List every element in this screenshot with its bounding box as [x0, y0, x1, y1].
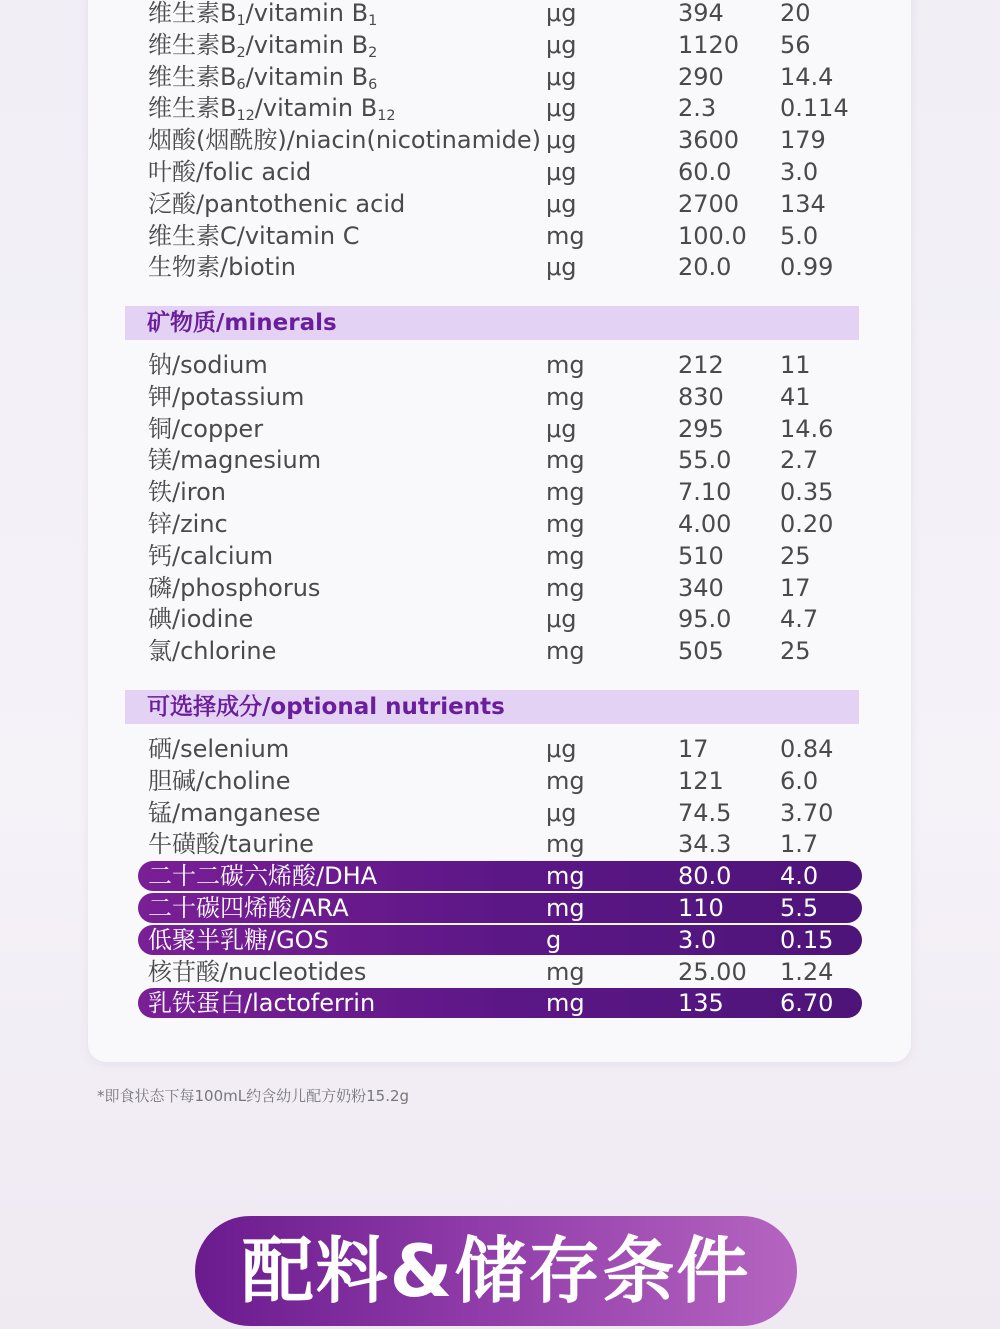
- nutrient-per-100kj: 6.70: [780, 989, 834, 1018]
- nutrient-per-100kj: 2.7: [780, 446, 819, 475]
- highlighted-nutrient-row: [138, 988, 862, 1018]
- nutrient-unit: mg: [546, 830, 585, 859]
- nutrient-name: 维生素C/vitamin C: [148, 221, 360, 250]
- nutrient-subscript: 2: [368, 44, 378, 61]
- nutrient-name: 磷/phosphorus: [148, 573, 321, 602]
- nutrient-row: [138, 734, 862, 764]
- highlighted-nutrient-row: [138, 861, 862, 891]
- nutrient-per-100kj: 5.5: [780, 894, 819, 922]
- nutrient-amount: 212: [678, 351, 724, 379]
- nutrient-row: [138, 604, 862, 634]
- nutrient-name-part: 维生素B: [148, 0, 237, 27]
- nutrient-unit: mg: [546, 351, 585, 379]
- nutrient-unit: mg: [546, 446, 585, 475]
- nutrient-amount: 60.0: [678, 158, 732, 186]
- nutrient-amount: 17: [678, 735, 709, 763]
- nutrient-name: [148, 30, 377, 60]
- nutrient-name: 锰/manganese: [148, 798, 321, 827]
- nutrient-per-100kj: 1.7: [780, 830, 819, 859]
- nutrient-unit: μg: [546, 605, 577, 634]
- nutrient-name-part: /vitamin B: [245, 62, 369, 91]
- nutrient-amount: 25.00: [678, 957, 747, 986]
- nutrient-unit: mg: [546, 573, 585, 602]
- nutrient-name: 牛磺酸/taurine: [148, 830, 314, 859]
- nutrient-unit: mg: [546, 894, 585, 922]
- nutrient-name-part: /vitamin B: [254, 94, 378, 123]
- nutrient-amount: 95.0: [678, 605, 732, 634]
- nutrient-per-100kj: 11: [780, 351, 811, 379]
- nutrient-row: [138, 957, 862, 987]
- nutrient-per-100kj: 56: [780, 30, 811, 59]
- nutrient-name: 二十碳四烯酸/ARA: [148, 894, 349, 922]
- nutrient-row: [138, 509, 862, 539]
- nutrient-row: [138, 573, 862, 603]
- nutrient-name: 钙/calcium: [148, 541, 274, 570]
- nutrient-unit: μg: [546, 62, 577, 91]
- nutrient-per-100kj: 4.0: [780, 862, 819, 891]
- nutrient-name: 乳铁蛋白/lactoferrin: [148, 989, 376, 1018]
- nutrient-amount: 121: [678, 766, 724, 795]
- nutrient-unit: mg: [546, 541, 585, 570]
- nutrient-per-100kj: 5.0: [780, 221, 819, 250]
- nutrient-per-100kj: 25: [780, 541, 811, 570]
- nutrient-row: [138, 157, 862, 187]
- nutrient-amount: 20.0: [678, 253, 732, 282]
- nutrient-name: 锌/zinc: [148, 510, 228, 538]
- nutrient-name: 生物素/biotin: [148, 253, 296, 282]
- nutrient-name: 钠/sodium: [148, 351, 268, 379]
- nutrient-name-part: 维生素B: [148, 62, 237, 91]
- nutrient-name-part: /vitamin B: [245, 0, 369, 27]
- nutrient-row: [138, 636, 862, 666]
- nutrient-name: 氯/chlorine: [148, 637, 277, 666]
- nutrient-row: [138, 350, 862, 380]
- nutrient-subscript: 6: [368, 76, 378, 93]
- nutrient-amount: 505: [678, 637, 724, 666]
- nutrient-row: [138, 30, 862, 60]
- nutrient-amount: 295: [678, 414, 724, 443]
- nutrient-subscript: 12: [236, 108, 255, 125]
- nutrient-per-100kj: 14.6: [780, 414, 834, 443]
- nutrient-per-100kj: 25: [780, 637, 811, 666]
- nutrient-name: 镁/magnesium: [148, 446, 322, 475]
- nutrient-unit: μg: [546, 0, 577, 27]
- nutrient-amount: 1120: [678, 30, 740, 59]
- nutrient-amount: 290: [678, 62, 724, 91]
- nutrient-amount: 340: [678, 573, 724, 602]
- nutrient-amount: 2.3: [678, 94, 717, 123]
- nutrient-per-100kj: 0.99: [780, 253, 834, 282]
- nutrient-name: 铜/copper: [148, 414, 264, 443]
- nutrient-per-100kj: 0.20: [780, 510, 834, 538]
- nutrient-name-part: /vitamin B: [245, 30, 369, 59]
- nutrient-subscript: 1: [368, 13, 378, 29]
- nutrient-name: 泛酸/pantothenic acid: [148, 189, 406, 218]
- nutrient-unit: μg: [546, 158, 577, 186]
- nutrient-amount: 110: [678, 894, 724, 922]
- nutrient-row: [138, 221, 862, 251]
- nutrient-per-100kj: 14.4: [780, 62, 834, 91]
- nutrient-name: 硒/selenium: [148, 735, 290, 763]
- minerals-section-title: 矿物质/minerals: [147, 310, 337, 336]
- nutrient-amount: 4.00: [678, 510, 732, 538]
- nutrient-unit: mg: [546, 510, 585, 538]
- nutrient-unit: μg: [546, 414, 577, 443]
- nutrient-per-100kj: 0.84: [780, 735, 834, 763]
- optional-section-header: [125, 690, 859, 724]
- nutrient-unit: g: [546, 925, 562, 954]
- ingredients-storage-button[interactable]: 配料&储存条件: [195, 1216, 797, 1326]
- nutrient-amount: 7.10: [678, 478, 732, 507]
- nutrient-name: [148, 93, 396, 123]
- nutrient-per-100kj: 1.24: [780, 957, 834, 986]
- nutrient-unit: mg: [546, 957, 585, 986]
- nutrient-name: 铁/iron: [148, 478, 226, 507]
- nutrient-per-100kj: 3.0: [780, 158, 819, 186]
- nutrient-row: [138, 125, 862, 155]
- nutrient-name-part: 维生素B: [148, 30, 237, 59]
- nutrient-subscript: 2: [236, 44, 246, 61]
- highlighted-nutrient-row: [138, 925, 862, 955]
- nutrient-amount: 510: [678, 541, 724, 570]
- nutrient-row: [138, 252, 862, 282]
- nutrient-unit: mg: [546, 989, 585, 1018]
- nutrient-amount: 100.0: [678, 221, 747, 250]
- nutrient-amount: 3.0: [678, 925, 717, 954]
- nutrient-name: 核苷酸/nucleotides: [148, 957, 367, 986]
- nutrient-name: 胆碱/choline: [148, 766, 291, 795]
- nutrient-amount: 74.5: [678, 798, 732, 827]
- nutrient-unit: mg: [546, 637, 585, 666]
- nutrient-unit: μg: [546, 735, 577, 763]
- nutrient-name: 钾/potassium: [148, 382, 305, 411]
- nutrient-amount: 55.0: [678, 446, 732, 475]
- nutrient-row: [138, 829, 862, 859]
- nutrient-row: [138, 414, 862, 444]
- nutrient-row: [138, 766, 862, 796]
- nutrient-row: [138, 189, 862, 219]
- nutrient-row: [138, 477, 862, 507]
- nutrient-unit: μg: [546, 253, 577, 282]
- nutrient-unit: mg: [546, 221, 585, 250]
- nutrient-per-100kj: 41: [780, 382, 811, 411]
- nutrient-name: 低聚半乳糖/GOS: [148, 925, 329, 954]
- nutrient-per-100kj: 134: [780, 189, 826, 218]
- nutrient-name: 二十二碳六烯酸/DHA: [148, 862, 378, 891]
- nutrient-per-100kj: 3.70: [780, 798, 834, 827]
- nutrient-subscript: 12: [377, 108, 396, 125]
- highlighted-nutrient-row: [138, 893, 862, 923]
- nutrient-per-100kj: 6.0: [780, 766, 819, 795]
- nutrient-row: [138, 62, 862, 92]
- nutrient-amount: 135: [678, 989, 724, 1018]
- nutrient-name: [148, 62, 377, 92]
- nutrient-unit: mg: [546, 862, 585, 891]
- nutrient-row: [138, 382, 862, 412]
- footnote: *即食状态下每100mL约含幼儿配方奶粉15.2g: [97, 1087, 410, 1105]
- nutrient-amount: 34.3: [678, 830, 732, 859]
- nutrient-name: 碘/iodine: [148, 605, 254, 634]
- nutrient-unit: μg: [546, 94, 577, 123]
- nutrient-unit: mg: [546, 478, 585, 507]
- nutrient-amount: 3600: [678, 126, 740, 155]
- nutrient-row: [138, 93, 862, 123]
- nutrient-name-part: 维生素B: [148, 94, 237, 123]
- nutrient-amount: 80.0: [678, 862, 732, 891]
- nutrient-unit: mg: [546, 766, 585, 795]
- nutrient-per-100kj: 0.114: [780, 94, 849, 123]
- nutrient-row: [138, 541, 862, 571]
- nutrient-subscript: 6: [236, 76, 246, 93]
- nutrient-amount: 2700: [678, 189, 740, 218]
- nutrient-per-100kj: 179: [780, 126, 826, 155]
- optional-section-title: 可选择成分/optional nutrients: [147, 694, 505, 720]
- nutrient-unit: mg: [546, 382, 585, 411]
- nutrient-amount: 830: [678, 382, 724, 411]
- nutrient-row: [138, 0, 862, 28]
- nutrient-unit: μg: [546, 189, 577, 218]
- nutrient-name: 叶酸/folic acid: [148, 158, 312, 186]
- nutrient-per-100kj: 0.15: [780, 925, 834, 954]
- nutrient-row: [138, 798, 862, 828]
- nutrient-per-100kj: 17: [780, 573, 811, 602]
- nutrient-name: 烟酸(烟酰胺)/niacin(nicotinamide): [148, 126, 541, 155]
- minerals-section-header: [125, 306, 859, 340]
- nutrient-row: [138, 445, 862, 475]
- nutrient-unit: μg: [546, 30, 577, 59]
- nutrient-unit: μg: [546, 126, 577, 155]
- nutrient-amount: 394: [678, 0, 724, 27]
- nutrient-subscript: 1: [236, 13, 246, 29]
- nutrient-unit: μg: [546, 798, 577, 827]
- nutrient-per-100kj: 20: [780, 0, 811, 27]
- nutrient-per-100kj: 0.35: [780, 478, 834, 507]
- nutrient-per-100kj: 4.7: [780, 605, 819, 634]
- nutrient-name: [148, 0, 377, 28]
